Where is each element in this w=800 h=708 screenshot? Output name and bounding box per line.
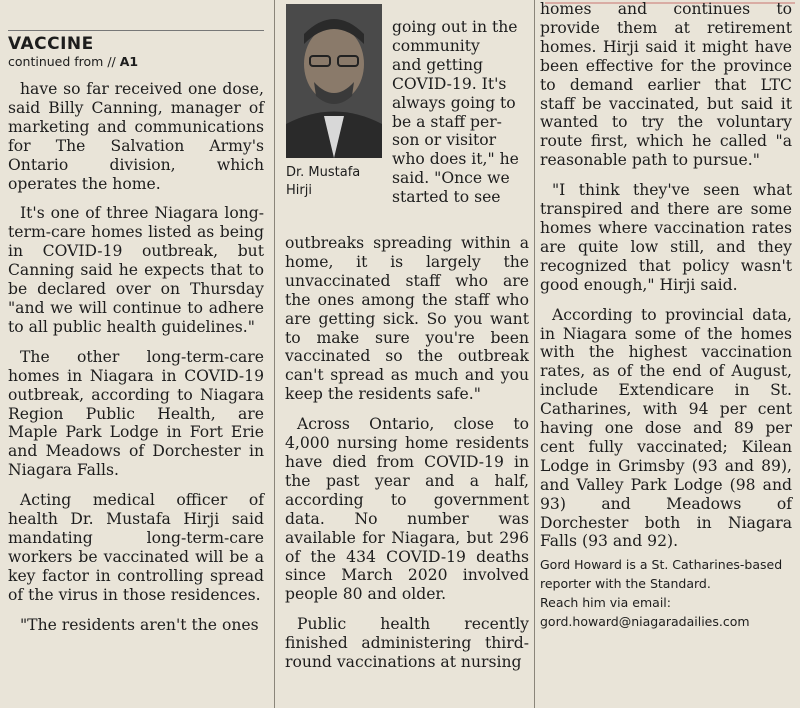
continued-page: A1	[119, 54, 139, 69]
paragraph: Across Ontario, close to 4,000 nursing home residents have died from COVID-19 in the past year and a half, according to government data. No number was available for Niagara, but 296 of the 434 COVID-19 deaths since March 2020 involved people 80 and older.	[285, 415, 529, 604]
text-line: said. "Once we	[392, 169, 510, 188]
paragraph: The other long-term-care homes in Niagara in COVID-19 outbreak, according to Niagara Region Public Health, are Maple Park Lodge in Fort Erie and Meadows of Dorchester in Niagara Falls.	[8, 347, 264, 480]
bio-line: Gord Howard is a St. Catharines-based reporter with the Standard.	[540, 557, 783, 592]
text-line: and getting	[392, 55, 484, 74]
paragraph: "The residents aren't the ones	[20, 615, 259, 634]
paragraph: According to provincial data, in Niagara some of the homes with the highest vaccination rates, as of the end of August, include Extendicare in St. Catharines, with 94 per cent having one dose and 89 per cent fully vaccinated; Kilean Lodge in Grimsby (93 and 89), and Valley Park Lodge (98 and 93) and Meadows of Dorchester both in Niagara Falls (93 and 92).	[540, 305, 792, 551]
author-bio	[540, 555, 792, 631]
paragraph: Acting medical officer of health Dr. Mustafa Hirji said mandating long-term-care workers be vaccinated will be a key factor in controlling spread of the virus in those residences.	[8, 491, 264, 604]
wrapped-text	[392, 18, 529, 207]
article-column-1	[8, 0, 264, 634]
text-line: son or visitor	[392, 131, 497, 150]
continued-prefix: continued from //	[8, 54, 120, 69]
photo-caption: Dr. Mustafa Hirji	[286, 165, 361, 198]
text-line: going out in the	[392, 18, 518, 36]
author-email: gord.howard@niagaradailies.com	[540, 614, 750, 630]
continued-from	[8, 54, 264, 70]
paragraph: Public health recently finished administering third-round vaccinations at nursing	[285, 615, 529, 672]
paragraph: "I think they've seen what transpired and there are some homes where vaccination rates are quite low still, and they recognized that policy wasn't good enough," Hirji said.	[540, 181, 792, 294]
text-line: always going to	[392, 93, 516, 112]
text-line: be a staff per-	[392, 112, 502, 131]
section-slug: VACCINE	[8, 34, 94, 54]
article-column-2	[285, 234, 529, 672]
paragraph: outbreaks spreading within a home, it is largely the unvaccinated staff who are the ones among the staff who are getting sick. So you want to make sure you're been vaccinated so the outbreak can't spread as much and you keep the residents safe."	[285, 234, 529, 404]
paragraph: It's one of three Niagara long-term-care homes listed as being in COVID-19 outbreak, but Canning said he expects that to be declared over on Thursday "and we will continue to adhere to all public health guidelines."	[8, 204, 264, 336]
portrait-icon	[286, 4, 382, 158]
text-line: who does it," he	[392, 150, 519, 169]
text-line: COVID-19. It's	[392, 74, 507, 93]
bio-line: Reach him via email:	[540, 595, 671, 611]
article-column-3	[540, 0, 792, 631]
column-divider	[274, 0, 275, 708]
portrait-photo	[286, 4, 382, 158]
paragraph: have so far received one dose, said Billy Canning, manager of marketing and communications for The Salvation Army's Ontario division, which operates the home.	[8, 80, 264, 193]
text-line: community	[392, 36, 480, 55]
column-divider	[534, 0, 535, 708]
paragraph: homes and continues to provide them at retirement homes. Hirji said it might have been effective for the province to demand earlier that LTC staff be vaccinated, but said it wanted to try the voluntary route first, which he called "a reasonable path to pursue."	[540, 0, 792, 170]
text-line: started to see	[392, 188, 501, 207]
